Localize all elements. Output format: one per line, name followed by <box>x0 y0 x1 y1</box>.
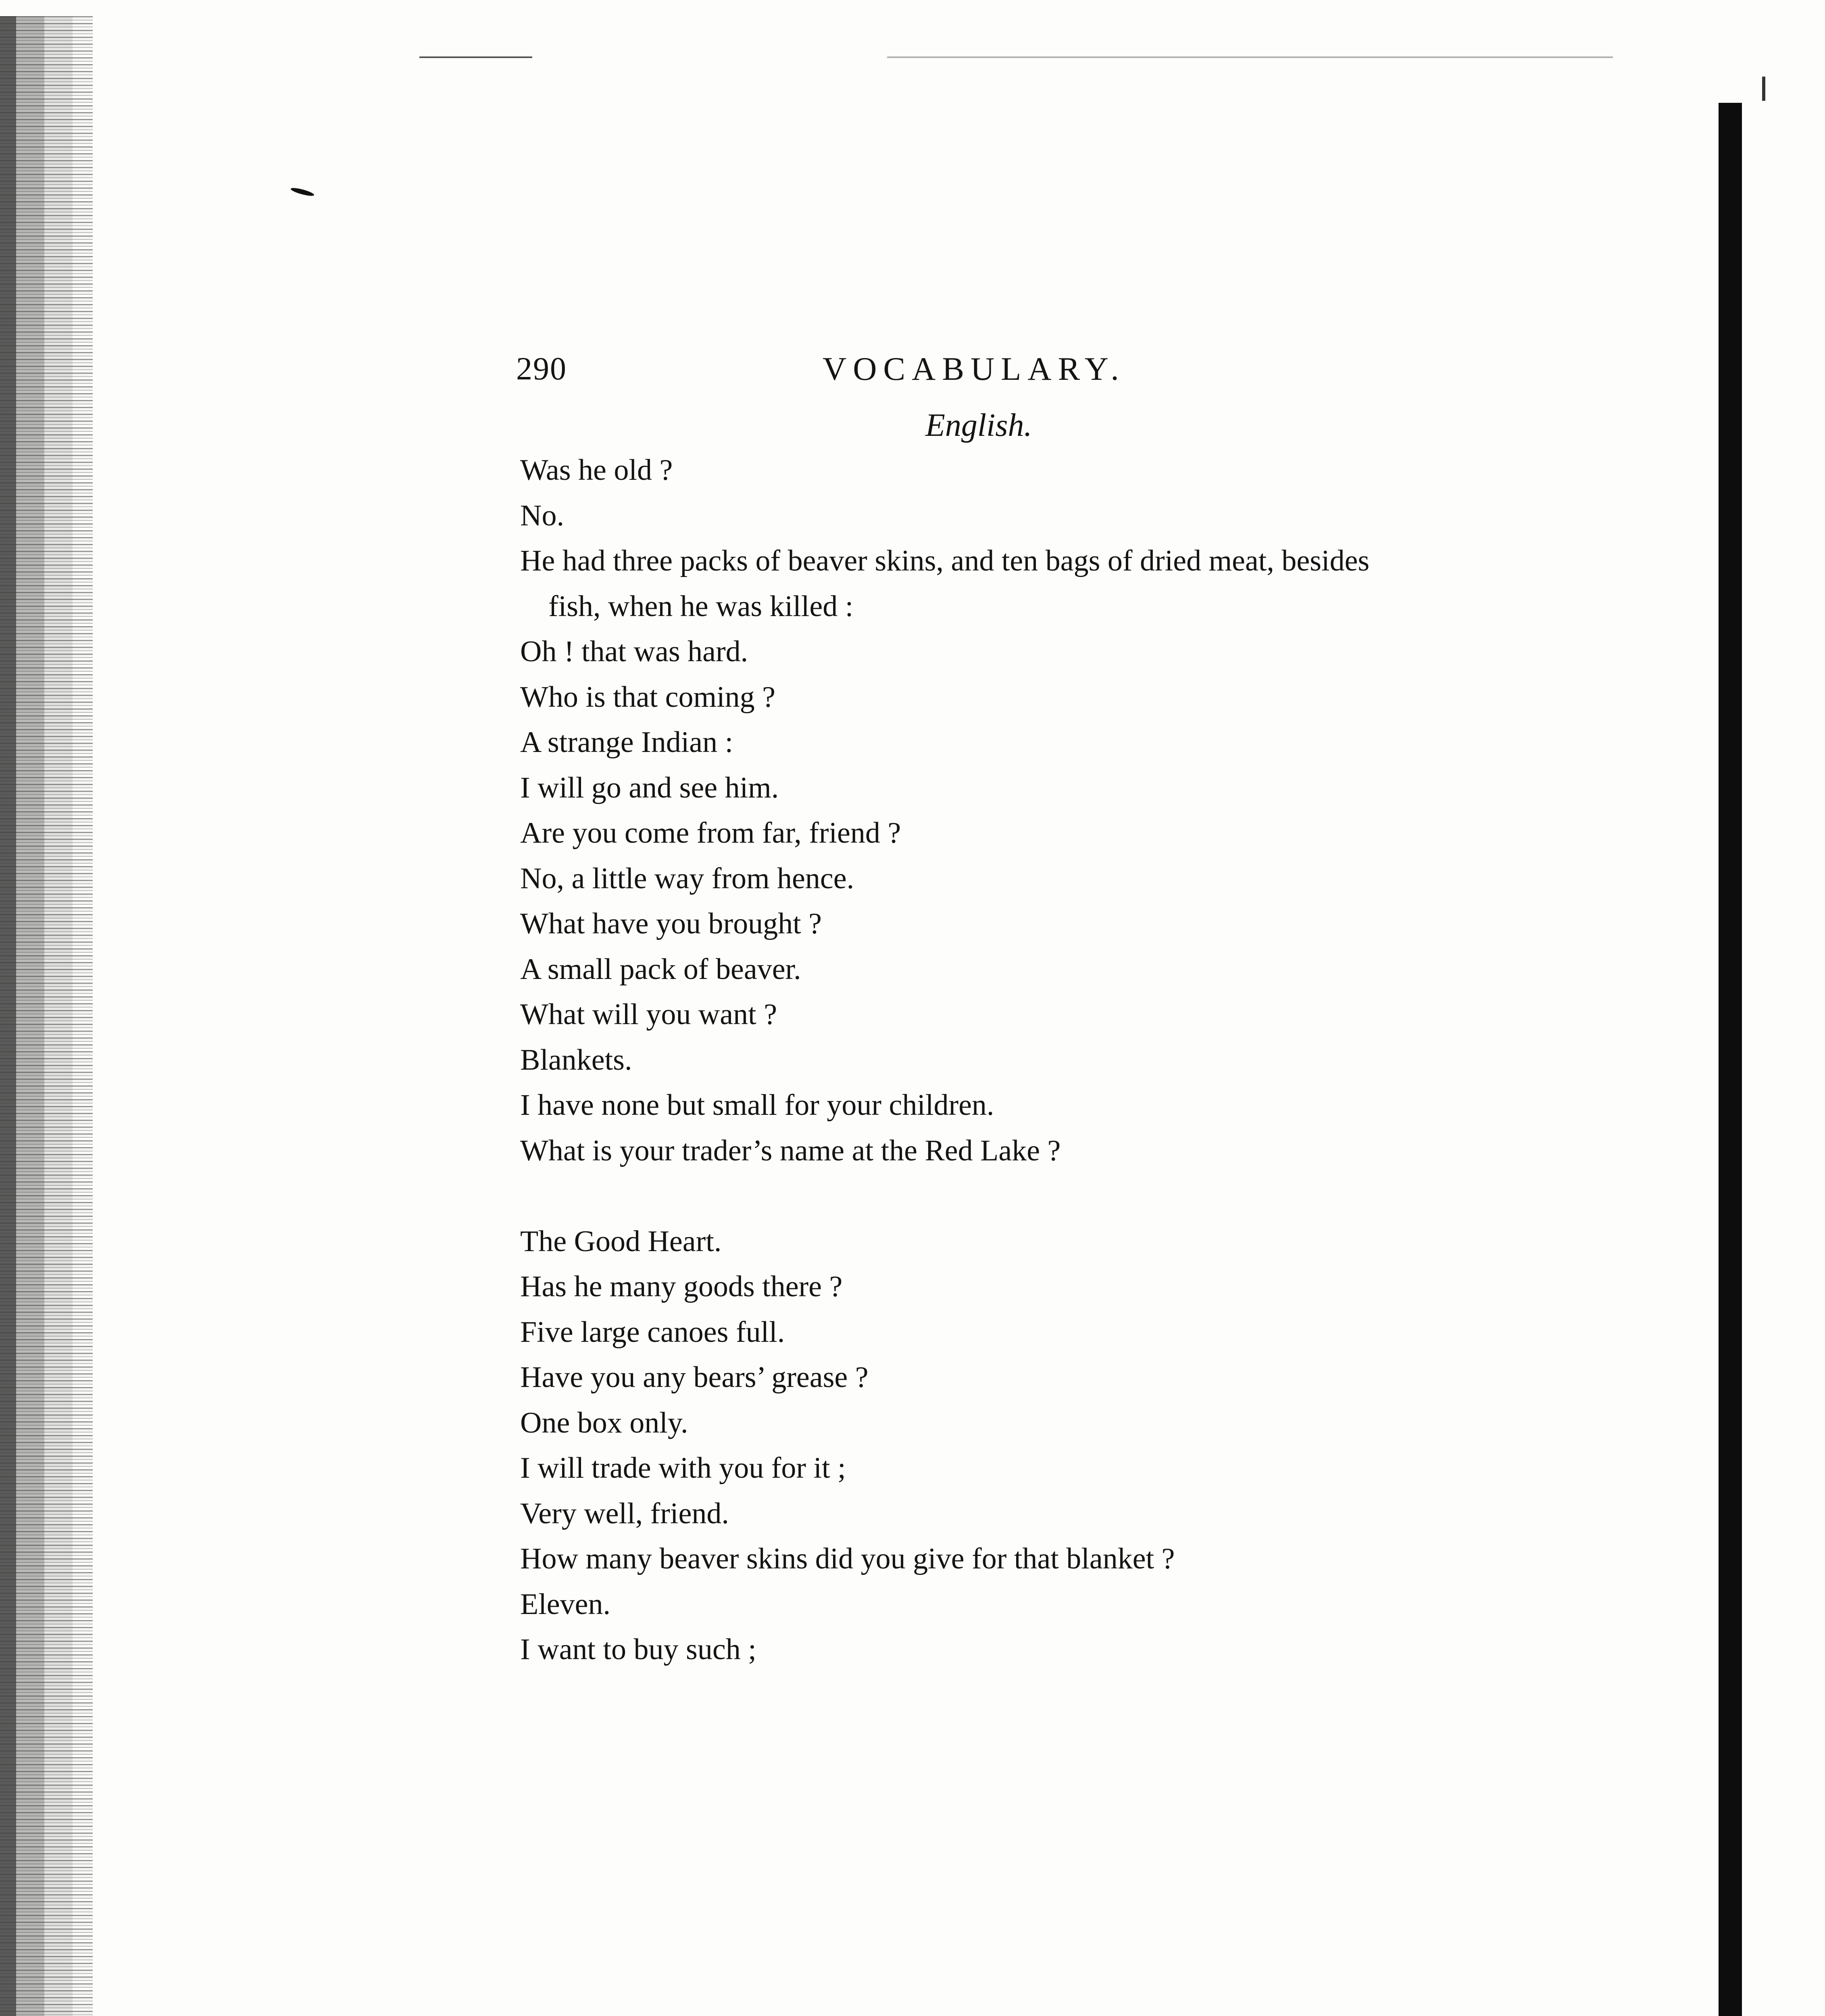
text-line: Has he many goods there ? <box>520 1270 843 1303</box>
text-line: What have you brought ? <box>520 907 822 940</box>
text-line: I want to buy such ; <box>520 1633 756 1666</box>
column-heading: English. <box>925 408 1032 443</box>
text-line: Who is that coming ? <box>520 680 775 714</box>
text-line: Oh ! that was hard. <box>520 635 748 668</box>
text-line: Have you any bears’ grease ? <box>520 1361 869 1394</box>
scan-top-line <box>887 56 1613 58</box>
page-header <box>516 347 1137 391</box>
text-line: What is your trader’s name at the Red Lake ? <box>520 1134 1061 1167</box>
text-line: Are you come from far, friend ? <box>520 816 901 850</box>
text-line: Eleven. <box>520 1587 610 1621</box>
text-line: fish, when he was killed : <box>548 589 854 623</box>
page-number: 290 <box>516 351 567 387</box>
text-line: A strange Indian : <box>520 726 733 759</box>
running-title: VOCABULARY. <box>823 350 1125 387</box>
text-line: How many beaver skins did you give for that blanket ? <box>520 1542 1175 1575</box>
text-line: A small pack of beaver. <box>520 952 801 986</box>
text-line: I will trade with you for it ; <box>520 1452 846 1485</box>
text-line: No, a little way from hence. <box>520 862 854 895</box>
ink-smudge <box>290 186 315 197</box>
text-line: No. <box>520 499 564 532</box>
scan-edge-mark <box>1762 77 1765 101</box>
text-line: Very well, friend. <box>520 1497 729 1530</box>
scan-right-edge-bar <box>1719 103 1742 2016</box>
text-line: One box only. <box>520 1406 688 1439</box>
scan-gutter-shadow <box>0 16 93 2016</box>
text-line: He had three packs of beaver skins, and ten bags of dried meat, besides <box>520 544 1370 577</box>
text-line: What will you want ? <box>520 998 777 1031</box>
text-line: Was he old ? <box>520 454 673 487</box>
blank-line <box>520 1173 1488 1219</box>
vocabulary-text <box>520 448 1488 1672</box>
text-line: The Good Heart. <box>520 1225 722 1258</box>
text-line: Five large canoes full. <box>520 1315 785 1349</box>
scan-top-line <box>419 56 532 58</box>
text-line: I have none but small for your children. <box>520 1089 994 1122</box>
text-line: I will go and see him. <box>520 771 779 804</box>
text-line: Blankets. <box>520 1043 632 1077</box>
